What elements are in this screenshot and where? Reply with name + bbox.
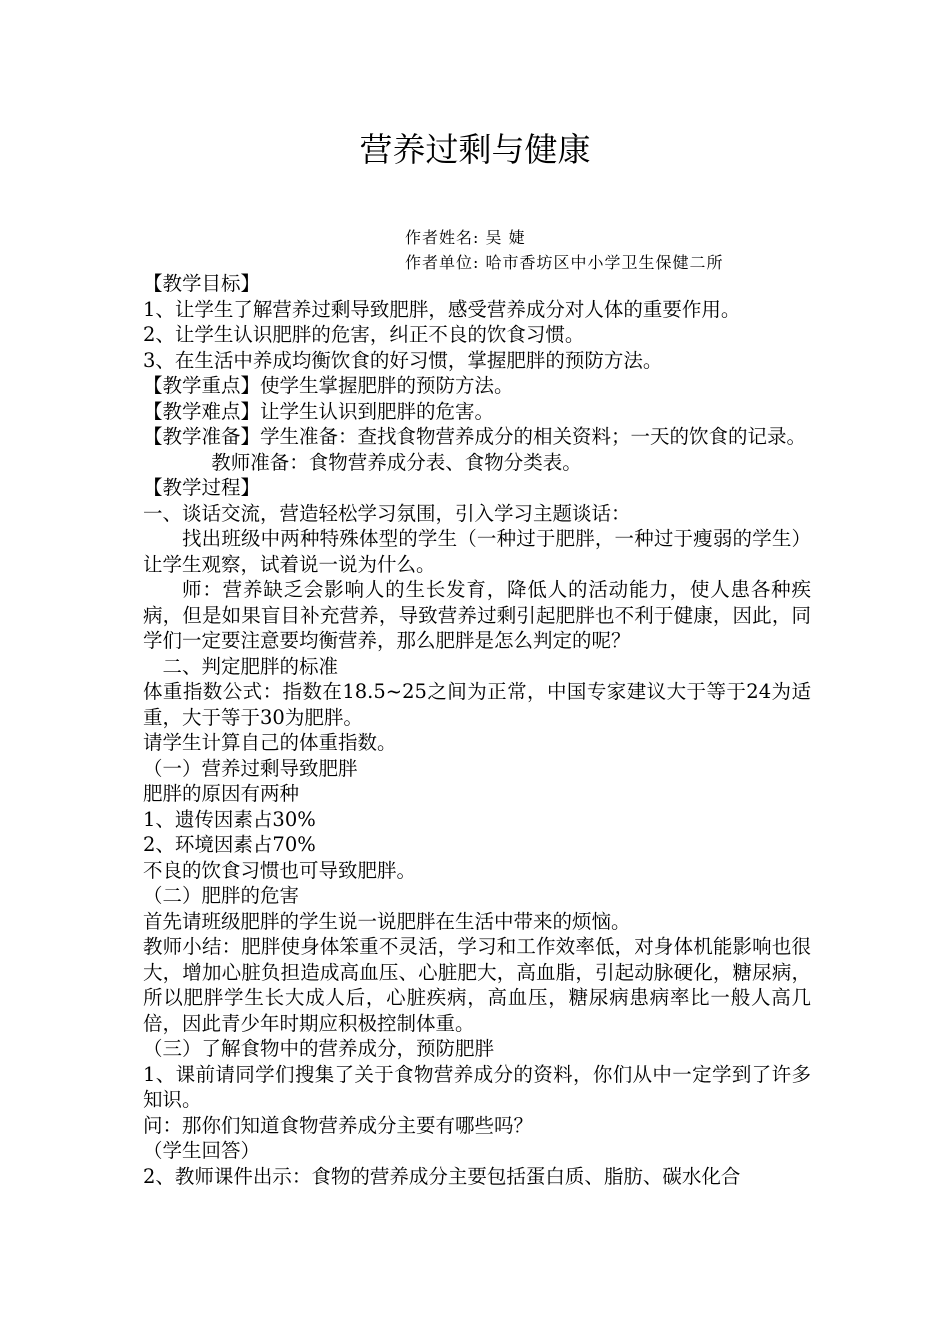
subsection-heading: （三）了解食物中的营养成分，预防肥胖 [143,1037,495,1060]
section-heading-objectives: 【教学目标】 [143,272,261,295]
body-paragraph: （学生回答） [143,1139,261,1162]
body-paragraph: 问：那你们知道食物营养成分主要有哪些吗？ [143,1113,534,1137]
body-paragraph: 首先请班级肥胖的学生说一说肥胖在生活中带来的烦恼。 [143,909,631,933]
difficulty: 【教学难点】让学生认识到肥胖的危害。 [143,399,495,423]
author-unit: 作者单位: 哈市香坊区中小学卫生保健二所 [405,253,724,272]
body-paragraph: 体重指数公式：指数在18.5~25之间为正常，中国专家建议大于等于24为适重，大于等于30为肥胖。 [143,680,811,729]
body-paragraph: 教师小结：肥胖使身体笨重不灵活，学习和工作效率低，对身体机能影响也很大，增加心脏负担造成高血压、心脏肥大，高血脂，引起动脉硬化，糖尿病，所以肥胖学生长大成人后，心脏疾病，高血压，糖尿病患病率比一般人高几倍，因此青少年时期应积极控制体重。 [143,935,811,1035]
body-paragraph: 请学生计算自己的体重指数。 [143,731,397,754]
key-point: 【教学重点】使学生掌握肥胖的预防方法。 [143,374,514,397]
objective-item: 2、让学生认识肥胖的危害，纠正不良的饮食习惯。 [143,323,585,346]
body-paragraph: 肥胖的原因有两种 [143,782,300,805]
author-name: 作者姓名: 吴 婕 [405,228,526,247]
objective-item: 3、在生活中养成均衡饮食的好习惯，掌握肥胖的预防方法。 [143,348,663,372]
document-title: 营养过剩与健康 [359,130,591,169]
preparation-teacher: 教师准备：食物营养成分表、食物分类表。 [211,450,582,474]
body-paragraph: 不良的饮食习惯也可导致肥胖。 [143,858,417,882]
subsection-heading: （二）肥胖的危害 [143,884,300,907]
step-heading: 一、谈话交流，营造轻松学习氛围，引入学习主题谈话： [143,501,631,525]
document-body [143,271,811,1189]
step-heading: 二、判定肥胖的标准 [162,654,339,678]
objective-item: 1、让学生了解营养过剩导致肥胖，感受营养成分对人体的重要作用。 [143,297,741,321]
preparation-student: 【教学准备】学生准备：查找食物营养成分的相关资料；一天的饮食的记录。 [143,425,807,448]
list-item: 1、课前请同学们搜集了关于食物营养成分的资料，你们从中一定学到了许多知识。 [143,1062,811,1111]
body-paragraph: 找出班级中两种特殊体型的学生（一种过于肥胖，一种过于瘦弱的学生）让学生观察，试着说一说为什么。 [143,527,811,576]
body-paragraph: 师：营养缺乏会影响人的生长发育，降低人的活动能力，使人患各种疾病，但是如果盲目补充营养，导致营养过剩引起肥胖也不利于健康，因此，同学们一定要注意要均衡营养，那么肥胖是怎么判定的呢？ [143,578,811,652]
subsection-heading: （一）营养过剩导致肥胖 [143,756,358,780]
list-item: 2、教师课件出示：食物的营养成分主要包括蛋白质、脂肪、碳水化合 [143,1164,741,1188]
section-heading-process: 【教学过程】 [143,476,261,499]
list-item: 1、遗传因素占30% [143,807,316,831]
list-item: 2、环境因素占70% [143,833,316,856]
